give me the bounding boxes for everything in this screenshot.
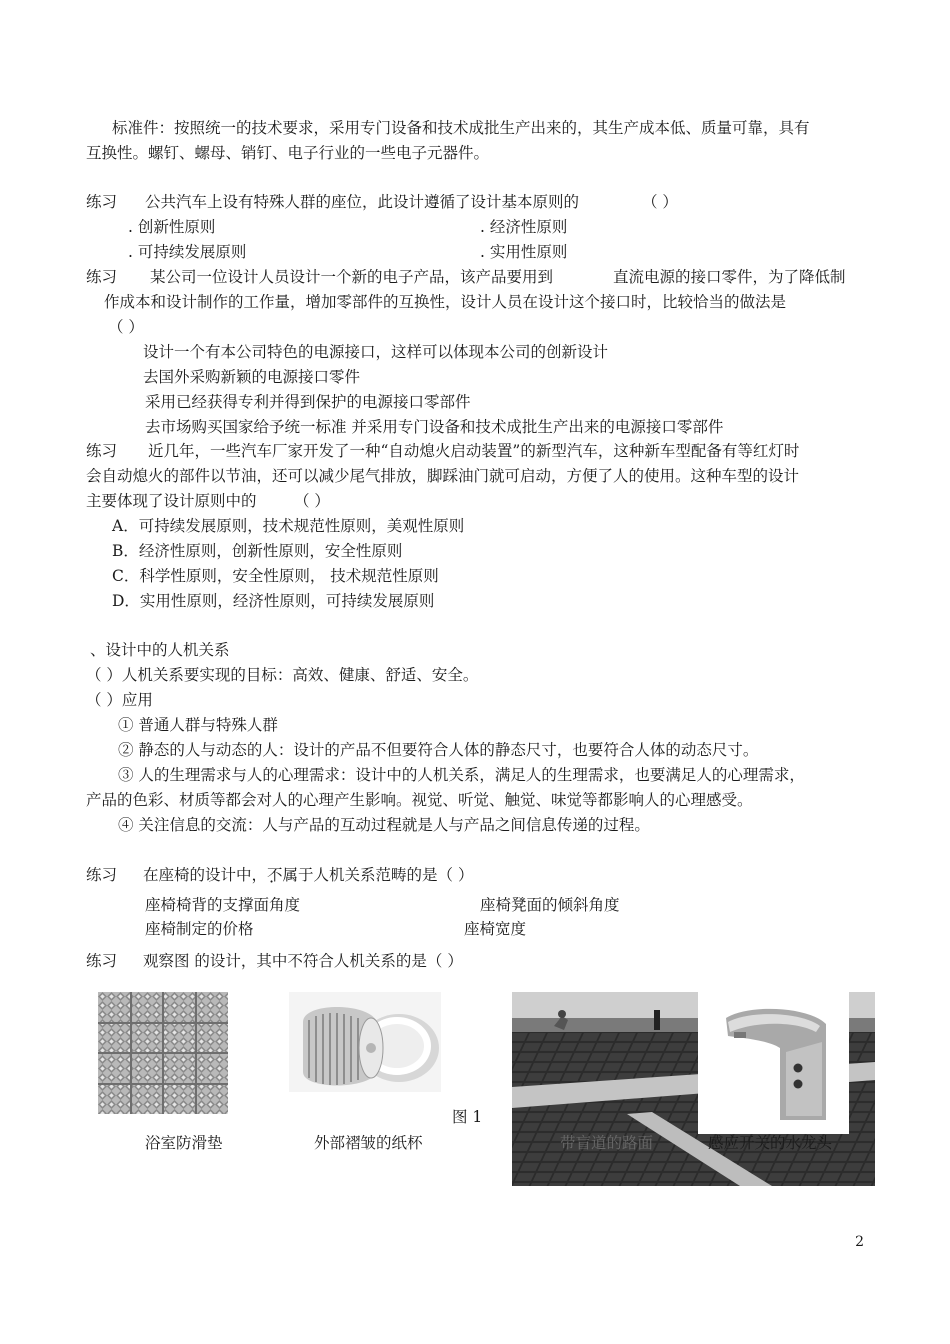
paper-cups-image <box>289 992 441 1092</box>
ex1-option-d: . 实用性原则 <box>480 243 568 261</box>
bath-mat-image <box>98 992 228 1114</box>
ex2-line1a: 某公司一位设计人员设计一个新的电子产品，该产品要用到 <box>150 268 554 286</box>
ex4-question-post: 属于人机关系范畴的是（ ） <box>282 866 474 884</box>
ex2-line1b: 直流电源的接口零件，为了降低制 <box>613 268 846 286</box>
application-item-3a: ③ 人的生理需求与人的心理需求：设计中的人机关系，满足人的生理需求，也要满足人的心理需求， <box>118 766 805 784</box>
ex4-option-a: 座椅椅背的支撑面角度 <box>145 896 301 914</box>
ex3-option-a: A．可持续发展原则，技术规范性原则，美观性原则 <box>112 517 465 535</box>
ex4-question <box>143 864 473 886</box>
ex2-option-a: 设计一个有本公司特色的电源接口，这样可以体现本公司的创新设计 <box>143 343 609 361</box>
ex4-option-c: 座椅制定的价格 <box>145 920 254 938</box>
ex4-option-d: 座椅宽度 <box>464 920 527 938</box>
ex1-answer-paren: （ ） <box>642 193 678 211</box>
application-item-3b: 产品的色彩、材质等都会对人的心理产生影响。视觉、听觉、触觉、味觉等都影响人的心理感受。 <box>86 791 753 809</box>
ex3-line3: 主要体现了设计原则中的 <box>86 492 257 510</box>
figure-label: 图 1 <box>452 1108 483 1126</box>
ex1-option-a: . 创新性原则 <box>128 218 216 236</box>
ex1-option-b: . 经济性原则 <box>480 218 568 236</box>
ex4-question-pre: 在座椅的设计中， <box>143 866 268 884</box>
standard-parts-line1: 标准件：按照统一的技术要求，采用专门设备和技术成批生产出来的，其生产成本低、质量可靠，具有 <box>112 119 810 137</box>
caption-blind-path: 带盲道的路面 <box>560 1134 654 1152</box>
standard-parts-line2: 互换性。螺钉、螺母、销钉、电子行业的一些电子元器件。 <box>86 144 490 162</box>
ex3-line2: 会自动熄火的部件以节油，还可以减少尾气排放，脚踩油门就可启动，方便了人的使用。这种车型的设计 <box>86 467 800 485</box>
ex5-label: 练习 <box>86 952 118 970</box>
ex1-label: 练习 <box>86 193 118 211</box>
application-item-4: ④ 关注信息的交流：人与产品的互动过程就是人与产品之间信息传递的过程。 <box>118 816 650 834</box>
ex5-question: 观察图 的设计，其中不符合人机关系的是（ ） <box>143 952 463 970</box>
ex3-line1: 近几年，一些汽车厂家开发了一种“自动熄火启动装置”的新型汽车，这种新车型配备有等红灯时 <box>148 442 800 460</box>
section-heading: 、设计中的人机关系 <box>90 641 230 659</box>
ex4-option-b: 座椅凳面的倾斜角度 <box>480 896 620 914</box>
section-application: （ ）应用 <box>86 691 153 709</box>
ex3-option-b: B．经济性原则，创新性原则，安全性原则 <box>112 542 403 560</box>
ex3-option-c: C．科学性原则，安全性原则， 技术规范性原则 <box>112 567 439 585</box>
ex2-line2: 作成本和设计制作的工作量，增加零部件的互换性，设计人员在设计这个接口时，比较恰当的做法是 <box>104 293 787 311</box>
ex2-answer-paren: （ ） <box>108 318 144 336</box>
caption-paper-cups: 外部褶皱的纸杯 <box>314 1134 423 1152</box>
ex4-label: 练习 <box>86 866 118 884</box>
ex3-label: 练习 <box>86 442 118 460</box>
ex4-emphasis-char: 不 <box>267 866 283 884</box>
application-item-1: ① 普通人群与特殊人群 <box>118 716 278 734</box>
ex2-option-c: 采用已经获得专利并得到保护的电源接口零部件 <box>145 393 471 411</box>
caption-bath-mat: 浴室防滑垫 <box>145 1134 223 1152</box>
ex3-answer-paren: （ ） <box>294 492 330 510</box>
ex1-option-c: . 可持续发展原则 <box>128 243 247 261</box>
page-number: 2 <box>855 1234 864 1250</box>
ex2-label: 练习 <box>86 268 118 286</box>
section-goal: （ ）人机关系要实现的目标：高效、健康、舒适、安全。 <box>86 666 479 684</box>
ex3-option-d: D．实用性原则，经济性原则，可持续发展原则 <box>112 592 435 610</box>
application-item-2: ② 静态的人与动态的人：设计的产品不但要符合人体的静态尺寸，也要符合人体的动态尺寸。 <box>118 741 759 759</box>
caption-sensor-faucet: 感应开关的水龙头 <box>708 1134 833 1152</box>
sensor-faucet-image <box>698 992 849 1134</box>
ex1-question: 公共汽车上设有特殊人群的座位，此设计遵循了设计基本原则的 <box>145 193 580 211</box>
ex2-option-d: 去市场购买国家给予统一标准 并采用专门设备和技术成批生产出来的电源接口零部件 <box>145 418 724 436</box>
ex2-option-b: 去国外采购新颖的电源接口零件 <box>143 368 361 386</box>
